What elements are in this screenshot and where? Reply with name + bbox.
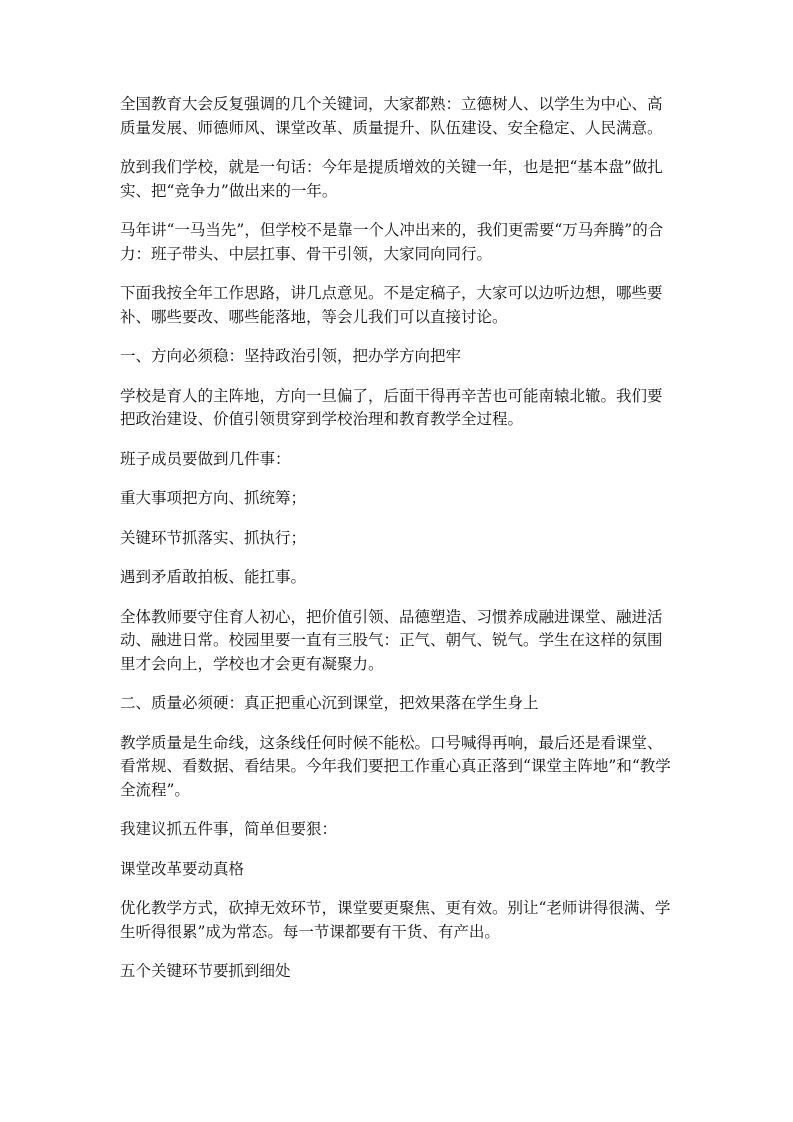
section-heading-2: 二、质量必须硬：真正把重心沉到课堂，把效果落在学生身上 <box>120 694 539 712</box>
list-item-conflicts: 遇到矛盾敢拍板、能扛事。 <box>120 568 307 586</box>
paragraph-leadership-tasks: 班子成员要做到几件事： <box>120 449 291 468</box>
paragraph-school-focus: 放到我们学校，就是一句话：今年是提质增效的关键一年，也是把“基本盘”做扎实、把“竞争力”做出来的一年。 <box>120 158 663 200</box>
list-item-major-matters: 重大事项把方向、抓统筹； <box>120 489 307 507</box>
paragraph-five-things: 我建议抓五件事，简单但要狠： <box>120 820 338 838</box>
subheading-classroom-reform: 课堂改革要动真格 <box>120 859 245 878</box>
paragraph-intro-keywords: 全国教育大会反复强调的几个关键词，大家都熟：立德树人、以学生为中心、高质量发展、师德师风、课堂改革、质量提升、队伍建设、安全稳定、人民满意。 <box>120 95 663 137</box>
paragraph-work-ideas: 下面我按全年工作思路，讲几点意见。不是定稿子，大家可以边听边想，哪些要补、哪些要改、哪些能落地，等会儿我们可以直接讨论。 <box>120 284 663 326</box>
document-body <box>120 93 676 1000</box>
section-heading-1: 一、方向必须稳：坚持政治引领，把办学方向把牢 <box>120 347 462 365</box>
paragraph-quality: 教学质量是生命线，这条线任何时候不能松。口号喊得再响，最后还是看课堂、看常规、看数据、看结果。今年我们要把工作重心真正落到“课堂主阵地”和“教学全流程”。 <box>120 733 671 799</box>
paragraph-teachers: 全体教师要守住育人初心，把价值引领、品德塑造、习惯养成融进课堂、融进活动、融进日常。校园里要一直有三股气：正气、朝气、锐气。学生在这样的氛围里才会向上，学校也才会更有凝聚力。 <box>120 607 663 673</box>
list-item-key-steps: 关键环节抓落实、抓执行； <box>120 528 307 547</box>
paragraph-horse-year: 马年讲“一马当先”，但学校不是靠一个人冲出来的，我们更需要“万马奔腾”的合力：班子带头、中层扛事、骨干引领，大家同向同行。 <box>120 221 664 263</box>
paragraph-direction: 学校是育人的主阵地，方向一旦偏了，后面干得再辛苦也可能南辕北辙。我们要把政治建设、价值引领贯穿到学校治理和教育教学全过程。 <box>120 386 663 428</box>
paragraph-teaching-methods: 优化教学方式，砍掉无效环节，课堂要更聚焦、更有效。别让“老师讲得很满、学生听得很累”成为常态。每一节课都要有干货、有产出。 <box>120 899 671 941</box>
subheading-five-steps: 五个关键环节要抓到细处 <box>120 962 291 980</box>
